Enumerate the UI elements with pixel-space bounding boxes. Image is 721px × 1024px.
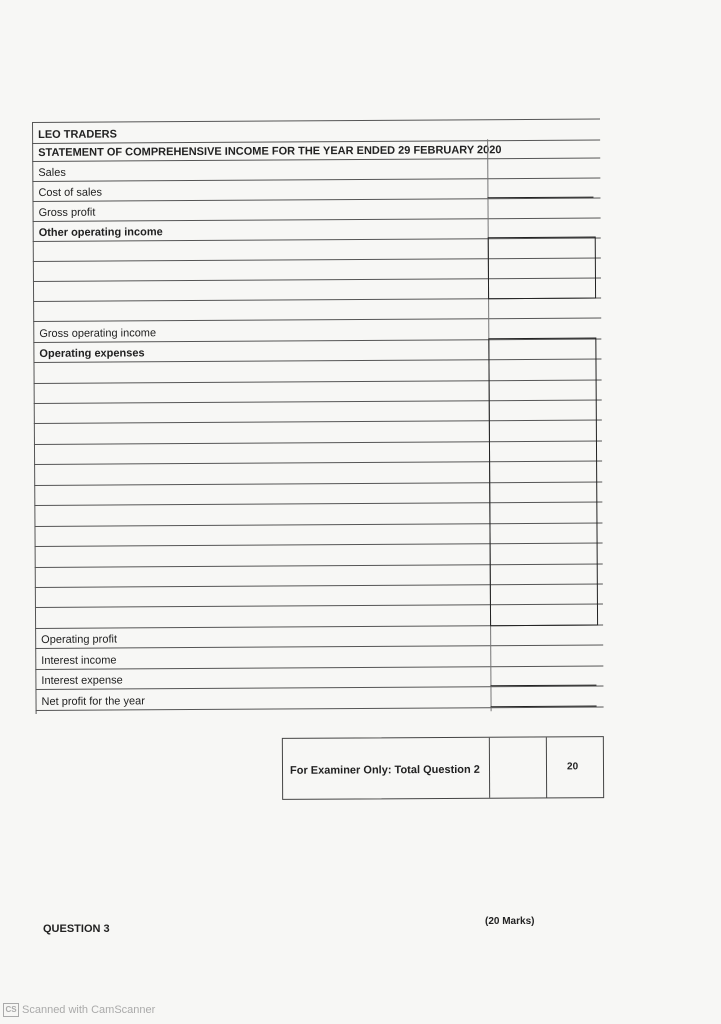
net-profit-row — [35, 686, 603, 711]
scanner-text: Scanned with CamScanner — [22, 1004, 156, 1016]
cost-of-sales-label: Cost of sales — [38, 186, 103, 199]
total-marks: 20 — [566, 761, 579, 773]
interest-expense-label: Interest expense — [41, 674, 123, 687]
gross-profit-label: Gross profit — [38, 206, 96, 219]
scanner-watermark — [3, 1003, 155, 1017]
gross-operating-income-label: Gross operating income — [39, 327, 157, 340]
other-income-amount-box[interactable] — [488, 237, 596, 300]
camscanner-icon: CS — [3, 1003, 19, 1017]
score-divider — [546, 737, 547, 797]
marks-label: (20 Marks) — [485, 916, 535, 927]
sales-label: Sales — [38, 166, 66, 179]
expenses-amount-box[interactable] — [488, 338, 598, 627]
company-name: LEO TRADERS — [38, 128, 117, 141]
score-divider — [489, 738, 490, 798]
income-statement-table — [32, 119, 604, 714]
question-heading: QUESTION 3 — [43, 923, 110, 935]
operating-expenses-label: Operating expenses — [39, 347, 145, 360]
examiner-label: For Examiner Only: Total Question 2 — [289, 763, 480, 777]
examiner-total-box — [282, 736, 604, 800]
interest-income-label: Interest income — [41, 654, 117, 667]
net-profit-label: Net profit for the year — [41, 695, 145, 708]
other-operating-income-label: Other operating income — [38, 226, 163, 239]
statement-title: STATEMENT OF COMPREHENSIVE INCOME FOR THE YEAR ENDED 29 FEBRUARY 2020 — [38, 144, 502, 159]
operating-profit-label: Operating profit — [41, 633, 118, 646]
